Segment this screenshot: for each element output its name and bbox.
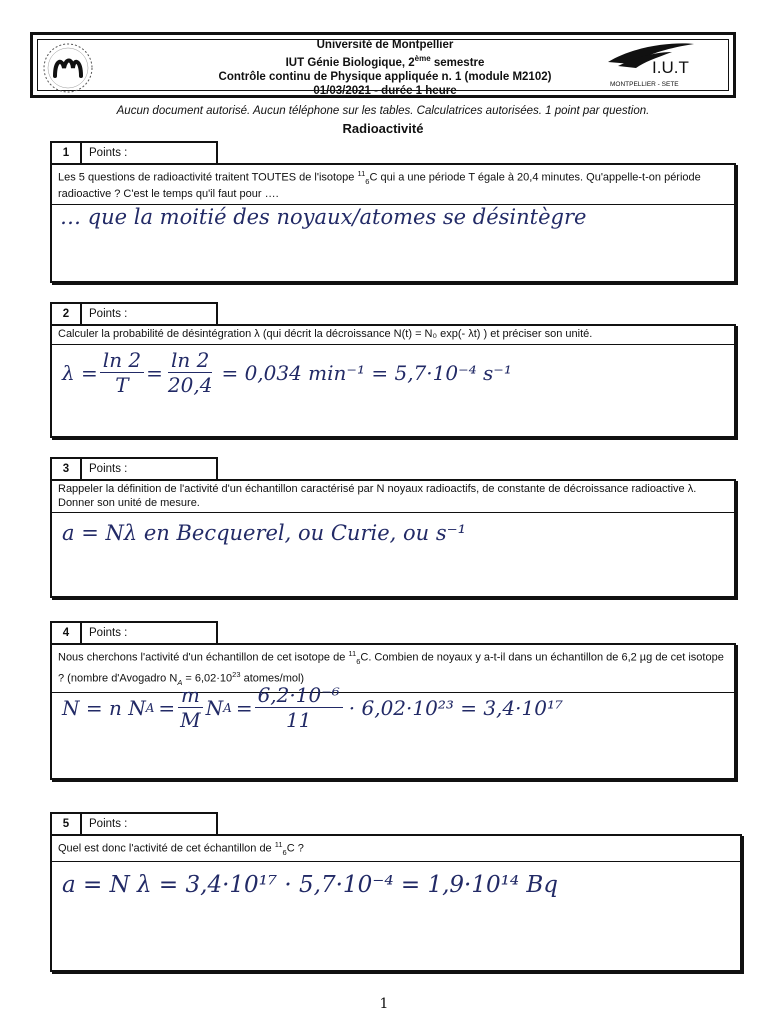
q3-handwritten-answer: a = Nλ en Becquerel, ou Curie, ou s⁻¹ <box>62 521 467 545</box>
q2-handwritten-answer <box>62 348 512 397</box>
q5-box <box>50 834 742 972</box>
q4-iso-mass: 11 <box>348 649 357 658</box>
q5-iso-element: C <box>286 842 295 855</box>
q4-iso-z: 6 <box>356 656 361 666</box>
header-university: Université de Montpellier <box>316 39 454 51</box>
q4-text-c: = 6,02·10 <box>182 673 233 685</box>
header-program-sup: ème <box>414 54 431 63</box>
q2-answer-lhs: λ = <box>62 360 98 385</box>
page-number: 1 <box>379 996 389 1012</box>
q4-text-b: . Combien de noyaux y a-t-il dans un échantillon de 6,2 µg de cet isotope ? (nombre d'Avogadro N <box>58 651 724 685</box>
header-date: 01/03/2021 - durée 1 heure <box>313 84 457 97</box>
q5-text-b: ? <box>294 842 304 855</box>
q4-answer-mid: N <box>205 695 224 720</box>
exam-rules: Aucun document autorisé. Aucun téléphone sur les tables. Calculatrices autorisées. 1 point par question. <box>116 105 650 117</box>
q4-fraction-2-num: 6,2·10⁻⁶ <box>255 683 343 708</box>
q2-box <box>50 324 736 438</box>
header-exam-title: Contrôle continu de Physique appliquée n. 1 (module M2102) <box>218 70 552 83</box>
q4-avogadro-sub: A <box>177 678 183 688</box>
q5-iso-z: 6 <box>282 847 287 857</box>
q4-answer-lhs: N = n N <box>62 695 146 720</box>
q2-fraction-2 <box>165 348 216 397</box>
q3-points-header <box>50 457 218 479</box>
header-program-text: IUT Génie Biologique, 2 <box>285 56 415 69</box>
q1-box <box>50 163 736 283</box>
q4-answer-mid-sub: A <box>223 700 232 715</box>
q2-answer-eq: = <box>146 360 163 385</box>
q2-text: Calculer la probabilité de désintégration λ (qui décrit la décroissance N(t) = N₀ exp(- λt) ) et préciser son unité. <box>52 326 734 345</box>
q1-iso-element: C <box>369 171 378 184</box>
q5-number: 5 <box>52 814 82 834</box>
q4-answer-lhs-sub: A <box>145 700 155 715</box>
q5-handwritten-answer: a = N λ = 3,4·10¹⁷ · 5,7·10⁻⁴ = 1,9·10¹⁴ Bq <box>62 872 558 898</box>
q1-handwritten-answer: … que la moitié des noyaux/atomes se désintègre <box>60 205 587 229</box>
q5-points-label: Points : <box>89 818 128 830</box>
q4-text-d: atomes/mol) <box>240 673 305 685</box>
q5-text <box>52 836 740 862</box>
q1-points-label: Points : <box>89 147 128 159</box>
q1-text-b: qui a une période T égale à 20,4 minutes. Qu'appelle-t-on période radioactive ? C'est le temps qu'il faut pour …. <box>58 171 701 201</box>
q4-iso-element: C <box>360 651 369 664</box>
q4-fraction-1-den: M <box>180 708 201 732</box>
university-montpellier-logo <box>40 42 96 94</box>
iut-logo-text: I.U.T <box>652 58 689 77</box>
q5-iso-mass: 11 <box>274 840 283 849</box>
header-title-block <box>150 38 620 98</box>
q2-answer-result: = 0,034 min⁻¹ = 5,7·10⁻⁴ s⁻¹ <box>221 360 512 385</box>
q4-avogadro-exp: 23 <box>232 670 241 680</box>
q4-answer-eq2: = <box>235 695 253 720</box>
q3-text: Rappeler la définition de l'activité d'un échantillon caractérisé par N noyaux radioactifs, de constante de décroissance radioactive λ. Donner son unité de mesure. <box>52 481 734 513</box>
iut-logo <box>598 40 702 90</box>
q2-fraction-1 <box>100 348 144 397</box>
q3-box <box>50 479 736 598</box>
q4-text-a: Nous cherchons l'activité d'un échantillon de cet isotope de <box>58 651 349 664</box>
q4-box <box>50 643 736 780</box>
q4-number: 4 <box>52 623 82 643</box>
iut-logo-subtext: MONTPELLIER - SETE <box>610 81 679 88</box>
q1-text <box>52 165 734 205</box>
q4-points-label: Points : <box>89 627 128 639</box>
q3-number: 3 <box>52 459 82 479</box>
q5-text-a: Quel est donc l'activité de cet échantillon de <box>58 842 275 855</box>
q1-text-a: Les 5 questions de radioactivité traitent TOUTES de l'isotope <box>58 171 358 184</box>
q2-fraction-2-den: 20,4 <box>167 373 213 397</box>
q2-points-label: Points : <box>89 308 128 320</box>
q4-answer-result: · 6,02·10²³ = 3,4·10¹⁷ <box>348 695 563 720</box>
header-program-suffix: semestre <box>430 56 485 69</box>
q4-points-header <box>50 621 218 643</box>
q1-iso-mass: 11 <box>357 169 366 178</box>
q1-iso-z: 6 <box>365 176 370 186</box>
q1-points-header <box>50 141 218 163</box>
q4-fraction-1 <box>177 683 203 732</box>
header-program <box>150 52 620 70</box>
q2-fraction-1-num: ln 2 <box>100 348 144 373</box>
q2-points-header <box>50 302 218 324</box>
q2-fraction-2-num: ln 2 <box>168 348 212 373</box>
q5-points-header <box>50 812 218 834</box>
q4-fraction-2 <box>255 683 343 732</box>
q2-fraction-1-den: T <box>115 373 129 397</box>
q4-handwritten-answer <box>62 683 563 732</box>
q4-answer-eq1: = <box>158 695 176 720</box>
q4-fraction-1-num: m <box>178 683 203 708</box>
section-title: Radioactivité <box>342 121 424 136</box>
q1-number: 1 <box>52 143 82 163</box>
q2-number: 2 <box>52 304 82 324</box>
q3-points-label: Points : <box>89 463 128 475</box>
q4-fraction-2-den: 11 <box>285 708 312 732</box>
